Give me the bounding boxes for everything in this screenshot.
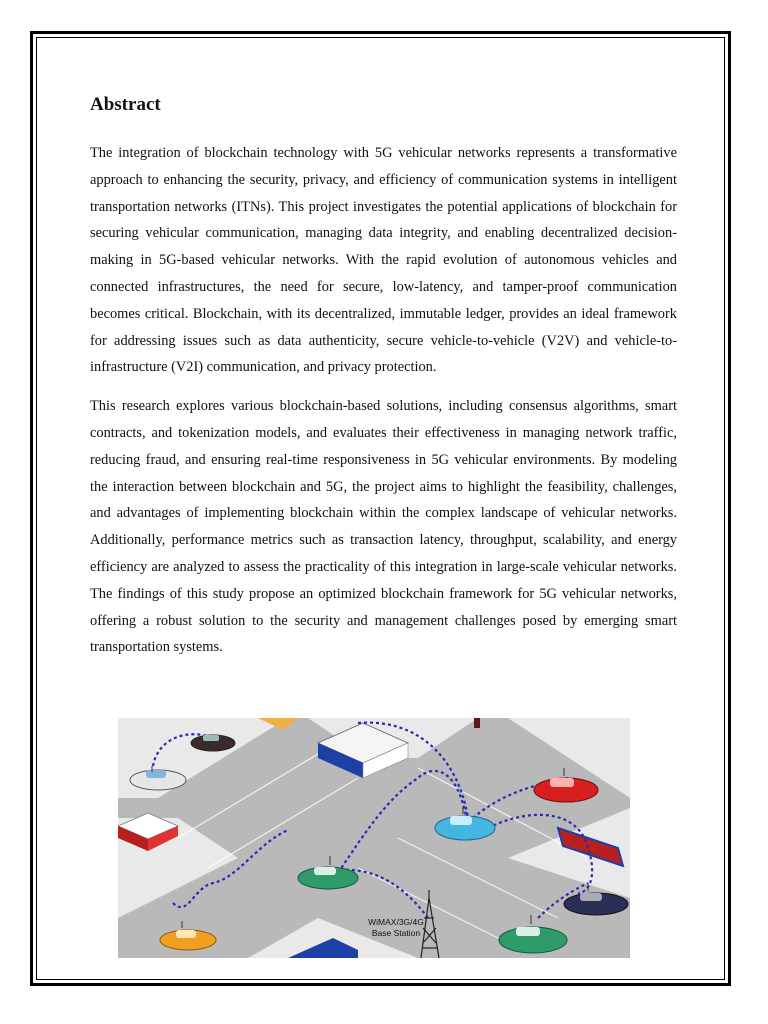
car-dark-red: [191, 735, 235, 751]
base-station-label-line2: Base Station: [371, 928, 421, 938]
abstract-paragraph-2: This research explores various blockchain-based solutions, including consensus algorithms, smart contracts, and tokenization models, and evaluates their effectiveness in managing network traffic, reducing fraud, and ensuring real-time responsiveness in 5G vehicular environments. By modeling the interaction between blockchain and 5G, the project aims to highlight the feasibility, challenges, and advantages of implementing blockchain within the complex landscape of vehicular networks. Additionally, performance metrics such as transaction latency, throughput, scalability, and energy efficiency are analyzed to assess the practicality of this integration in large-scale vehicular networks. The findings of this study propose an optimized blockchain framework for 5G vehicular networks, offering a robust solution to the security and management challenges posed by emerging smart transportation systems.: [90, 398, 677, 656]
abstract-paragraph-1: The integration of blockchain technology with 5G vehicular networks represents a transformative approach to enhancing the security, privacy, and efficiency of communication systems in intelligent transportation networks (ITNs). This project investigates the potential applications of blockchain for securing vehicular communication, managing data integrity, and enabling decentralized decision-making in 5G-based vehicular networks. With the rapid evolution of autonomous vehicles and connected infrastructures, the need for secure, low-latency, and tamper-proof communication becomes critical. Blockchain, with its decentralized, immutable ledger, provides an ideal framework for addressing issues such as data authenticity, secure vehicle-to-vehicle (V2V) and vehicle-to-infrastructure (V2I) communication, and privacy protection.: [90, 145, 677, 376]
document-body: [90, 92, 677, 673]
vehicular-network-illustration: [118, 718, 630, 958]
network-diagram: [118, 718, 630, 958]
pole: [474, 718, 480, 728]
section-heading: Abstract: [90, 94, 161, 115]
base-station-label-line1: WiMAX/3G/4G: [368, 917, 424, 927]
